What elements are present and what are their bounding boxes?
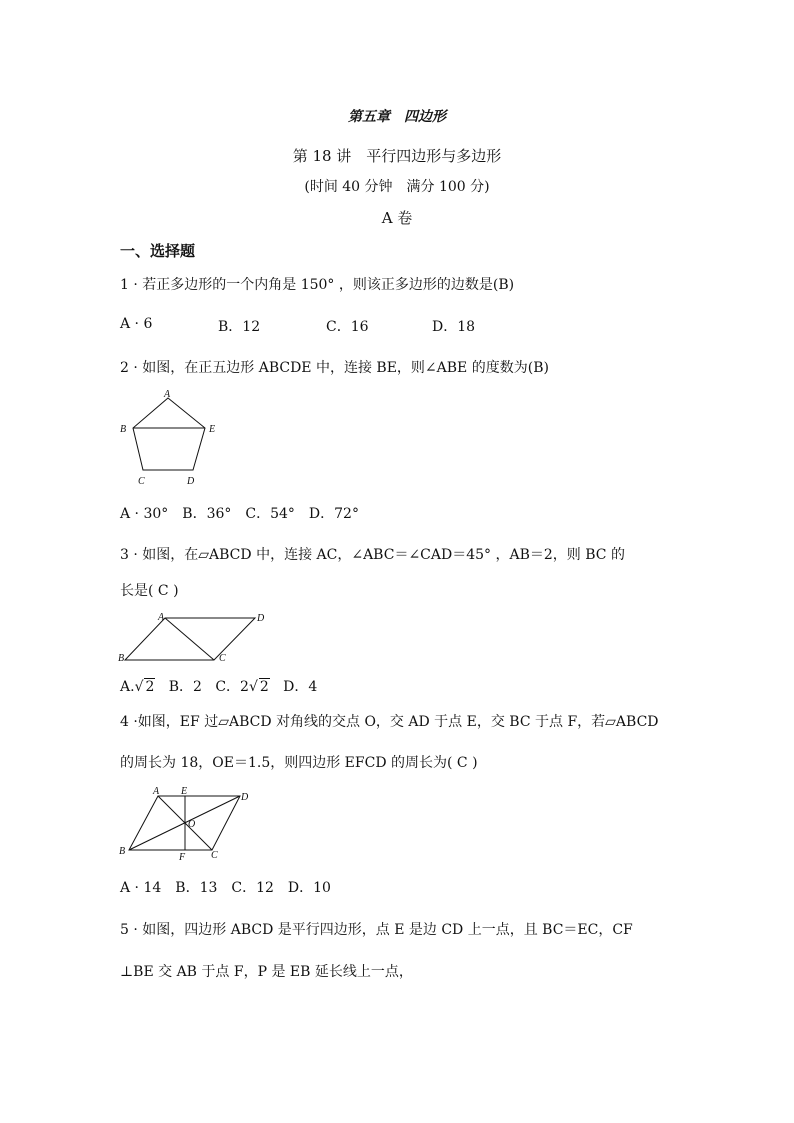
chapter-title: 第五章 四边形 [348, 109, 446, 125]
q1-option-a: A · 6 [120, 316, 153, 332]
sqrt-symbol: √ 2 [248, 679, 269, 695]
time-info: (时间 40 分钟 满分 100 分) [304, 179, 490, 195]
pentagon-label-c: C [138, 476, 145, 487]
q3-label-d: D [257, 613, 265, 624]
q1-stem: 1 · 若正多边形的一个内角是 150° ，则该正多边形的边数是(B) [120, 277, 515, 293]
q3-stem-line2: 长是( C ) [120, 583, 179, 599]
q2-stem: 2 · 如图，在正五边形 ABCDE 中，连接 BE，则∠ABE 的度数为(B) [120, 360, 549, 376]
q4-label-e: E [181, 786, 188, 797]
q1-option-b: B．12 [218, 319, 261, 335]
q4-options: A · 14 B．13 C．12 D．10 [120, 880, 331, 896]
q4-label-a: A [153, 786, 160, 797]
q3-options [120, 676, 317, 696]
q3-option-c: C．2√ 2 [215, 679, 269, 695]
q4-label-o: O [188, 819, 196, 830]
q3-label-a: A [158, 612, 165, 623]
diagonal-ac [165, 618, 214, 660]
q4-stem-line1: 4 ·如图，EF 过▱ABCD 对角线的交点 O，交 AD 于点 E，交 BC 于点 F，若▱ABCD [120, 714, 659, 730]
q1-option-d: D．18 [432, 319, 476, 335]
pentagon-figure [115, 388, 225, 488]
q3-stem-line1: 3 · 如图，在▱ABCD 中，连接 AC，∠ABC＝∠CAD＝45° ，AB＝2，则 BC 的 [120, 547, 625, 563]
sqrt-symbol: √ 2 [134, 679, 155, 695]
q5-stem-line2: ⊥BE 交 AB 于点 F，P 是 EB 延长线上一点， [120, 964, 413, 980]
q4-label-b: B [119, 846, 126, 857]
pentagon-label-a: A [164, 389, 171, 400]
q4-label-d: D [241, 792, 249, 803]
q5-stem-line1: 5 · 如图，四边形 ABCD 是平行四边形，点 E 是边 CD 上一点，且 BC＝EC，CF [120, 922, 633, 938]
q3-label-c: C [219, 653, 226, 664]
q4-label-c: C [211, 850, 218, 861]
q3-label-b: B [118, 653, 125, 664]
q2-options: A · 30° B．36° C．54° D．72° [120, 506, 359, 522]
q4-stem-line2: 的周长为 18，OE＝1.5，则四边形 EFCD 的周长为( C ) [120, 755, 478, 771]
pentagon-label-e: E [209, 424, 216, 435]
section-label: A 卷 [381, 209, 413, 227]
pentagon-outline [133, 398, 205, 470]
q3-option-b: B．2 [168, 679, 202, 695]
q1-option-c: C．16 [326, 319, 369, 335]
q4-label-f: F [179, 852, 186, 863]
lecture-title: 第 18 讲 平行四边形与多边形 [292, 147, 502, 165]
part1-heading: 一、选择题 [120, 242, 196, 260]
parallelogram-figure-q3 [115, 608, 275, 668]
parallelogram-figure-q4 [115, 782, 265, 864]
pentagon-label-d: D [187, 476, 195, 487]
q3-option-a: A.√ 2 [120, 679, 155, 695]
pentagon-label-b: B [120, 424, 127, 435]
q3-option-d: D．4 [283, 679, 318, 695]
